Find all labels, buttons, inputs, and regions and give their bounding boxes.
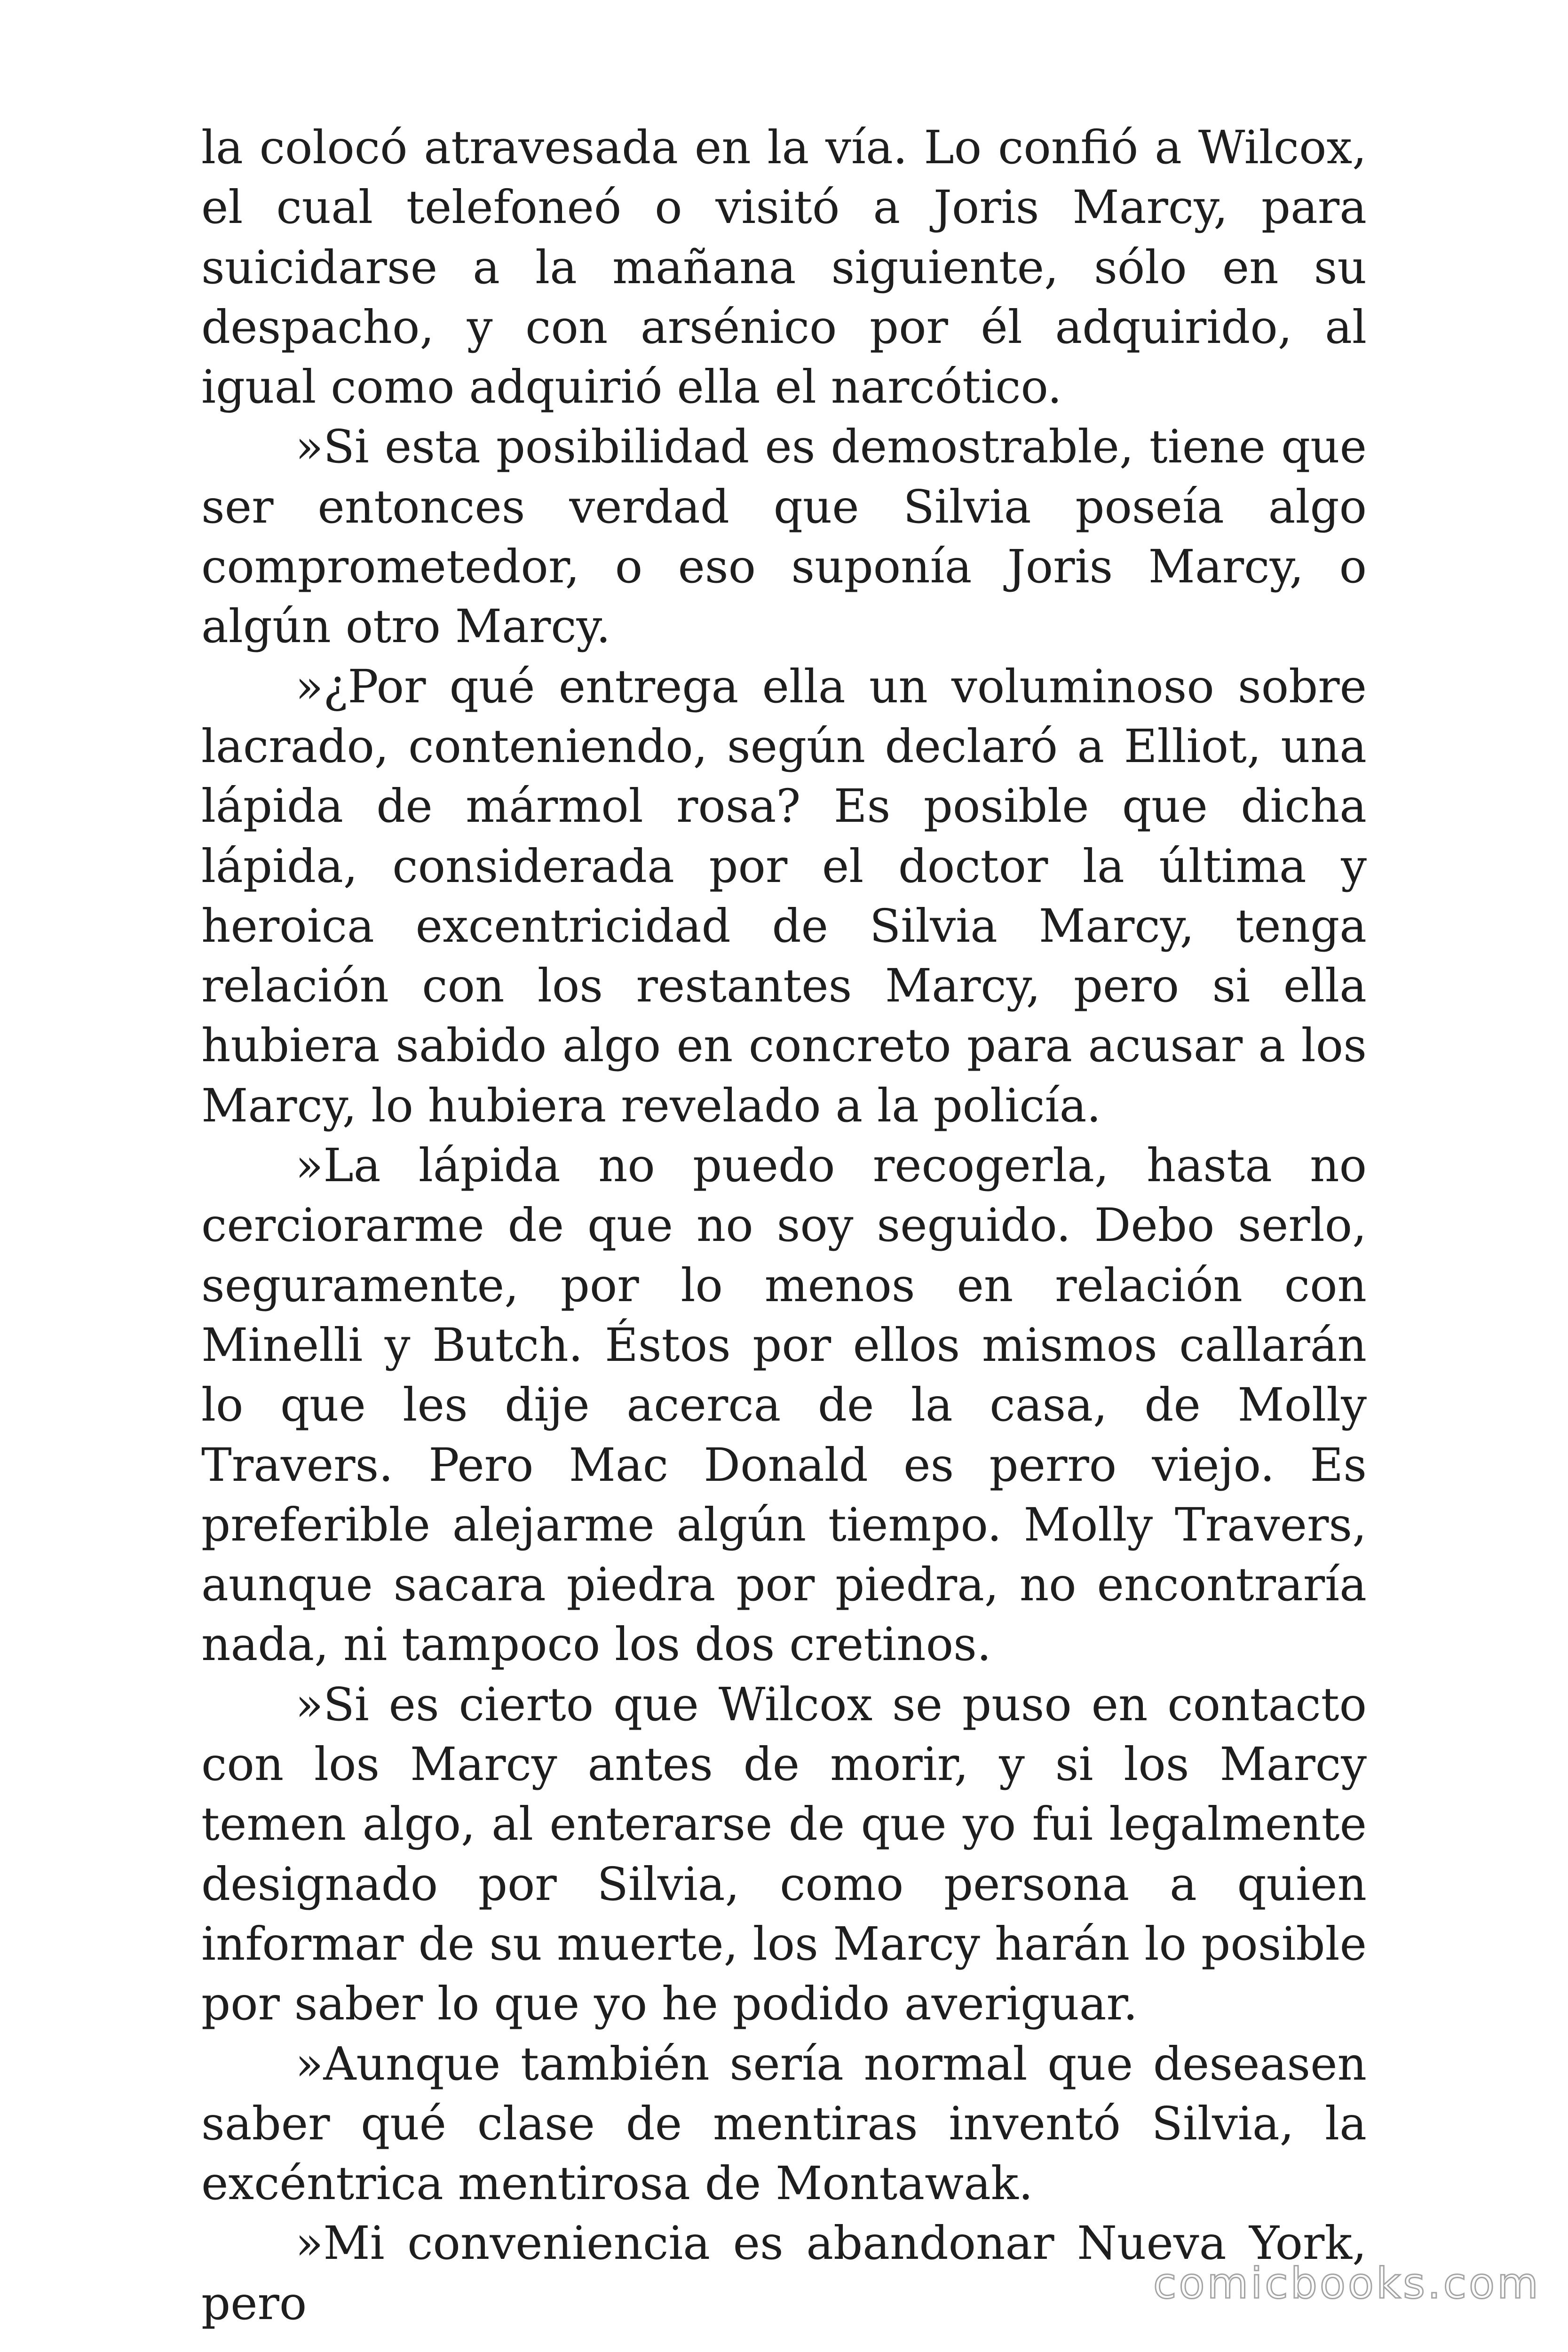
paragraph-continued: la colocó atravesada en la vía. Lo confió a Wilcox, el cual telefoneó o visitó a Joris Marcy, para suicidarse a la mañana siguiente, sólo en su despacho, y con arsénico por él adquirido, al igual como adquirió ella el narcótico.: [201, 121, 1367, 414]
page-body-text: [201, 118, 1367, 2333]
paragraph: »¿Por qué entrega ella un voluminoso sobre lacrado, conteniendo, según declaró a Elliot, una lápida de mármol rosa? Es posible que dicha lápida, considerada por el doctor la última y heroica excentricidad de Silvia Marcy, tenga relación con los restantes Marcy, pero si ella hubiera sabido algo en concreto para acusar a los Marcy, lo hubiera revelado a la policía.: [201, 660, 1367, 1132]
site-watermark: comicbooks.com: [1153, 2259, 1541, 2308]
paragraph: »Si es cierto que Wilcox se puso en contacto con los Marcy antes de morir, y si los Marcy temen algo, al enterarse de que yo fui legalmente designado por Silvia, como persona a quien informar de su muerte, los Marcy harán lo posible por saber lo que yo he podido averiguar.: [201, 1677, 1367, 2031]
paragraph: »Si esta posibilidad es demostrable, tiene que ser entonces verdad que Silvia poseía algo comprometedor, o eso suponía Joris Marcy, o algún otro Marcy.: [201, 420, 1367, 653]
paragraph: »Aunque también sería normal que deseasen saber qué clase de mentiras inventó Silvia, la excéntrica mentirosa de Montawak.: [201, 2037, 1367, 2210]
paragraph: »La lápida no puedo recogerla, hasta no cerciorarme de que no soy seguido. Debo serlo, seguramente, por lo menos en relación con Minelli y Butch. Éstos por ellos mismos callarán lo que les dije acerca de la casa, de Molly Travers. Pero Mac Donald es perro viejo. Es preferible alejarme algún tiempo. Molly Travers, aunque sacara piedra por piedra, no encontraría nada, ni tampoco los dos cretinos.: [201, 1139, 1367, 1671]
paragraph-last: »Mi conveniencia es abandonar Nueva York, pero: [201, 2217, 1367, 2330]
